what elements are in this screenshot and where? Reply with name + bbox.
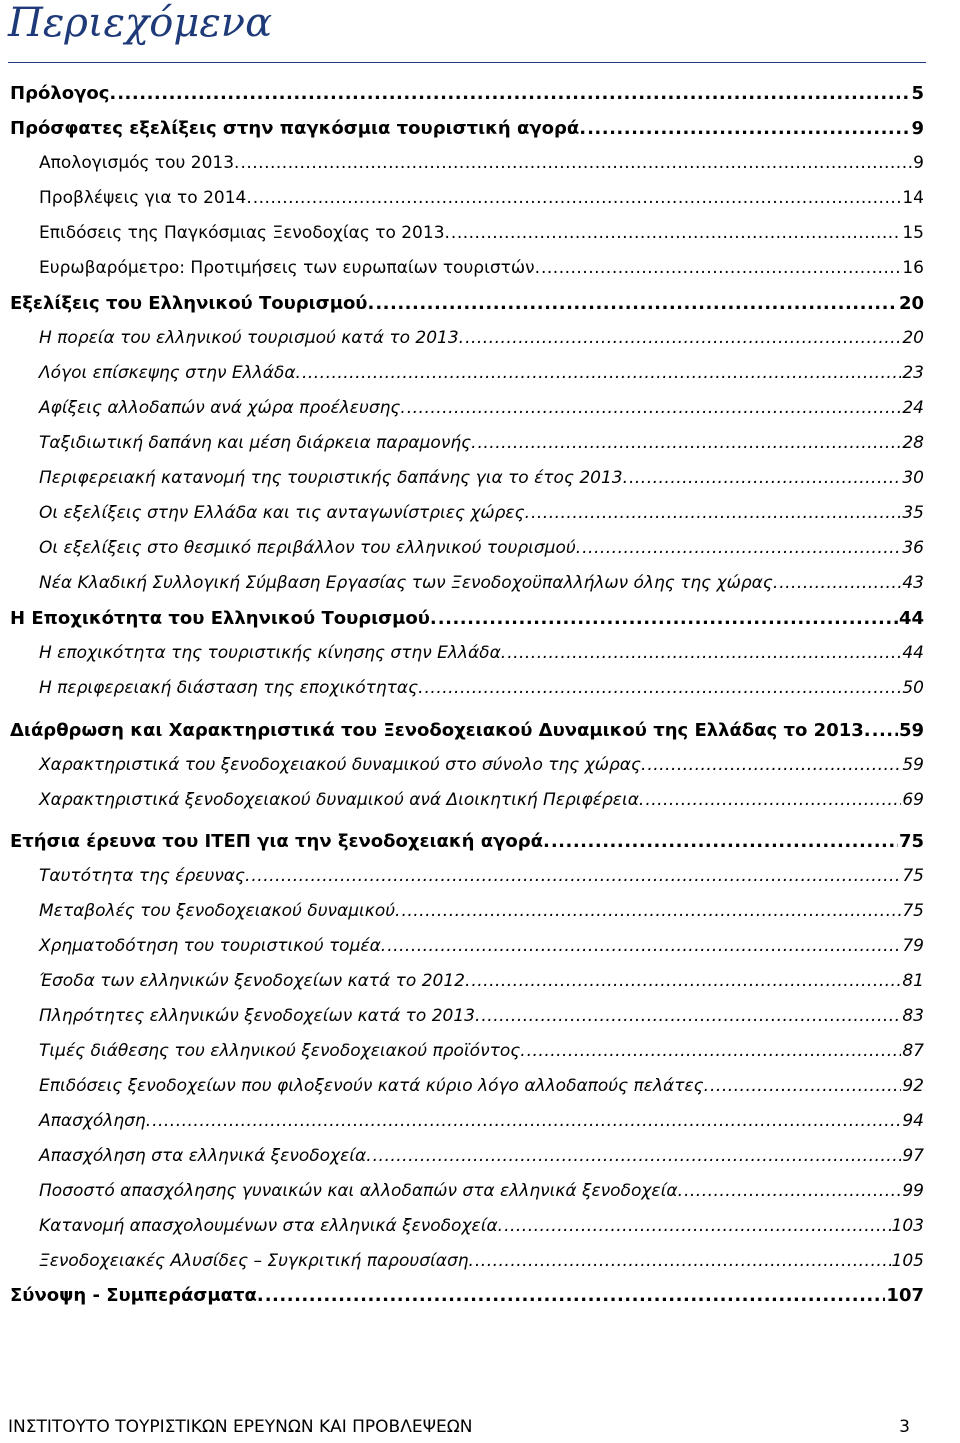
toc-dot-leader xyxy=(541,258,901,278)
toc-entry-page: 9 xyxy=(913,153,924,173)
toc-entry-page: 44 xyxy=(902,643,924,663)
toc-entry-page: 87 xyxy=(902,1041,924,1061)
toc-entry-page: 83 xyxy=(902,1006,924,1026)
toc-entry-title: Απολογισμός του 2013. xyxy=(39,153,240,173)
toc-entry-page: 94 xyxy=(902,1111,924,1131)
toc-entry[interactable] xyxy=(39,866,924,886)
toc-entry-page: 30 xyxy=(902,468,924,488)
toc-entry-page: 92 xyxy=(902,1076,924,1096)
toc-entry[interactable] xyxy=(39,1181,924,1201)
toc-entry[interactable] xyxy=(39,1076,924,1096)
toc-entry-page: 81 xyxy=(902,971,924,991)
toc-dot-leader xyxy=(684,1181,901,1201)
toc-dot-leader xyxy=(401,901,901,921)
toc-entry-title: Η πορεία του ελληνικού τουρισμού κατά το 2013. xyxy=(39,328,465,348)
toc-entry-page: 59 xyxy=(902,755,924,775)
toc-dot-leader xyxy=(872,720,898,741)
toc-entry-page: 75 xyxy=(902,866,924,886)
toc-entry[interactable] xyxy=(10,720,924,741)
toc-entry-title: Πληρότητες ελληνικών ξενοδοχείων κατά το 2013. xyxy=(39,1006,481,1026)
toc-dot-leader xyxy=(152,1111,901,1131)
toc-entry-title: Ευρωβαρόμετρο: Προτιμήσεις των ευρωπαίων τουριστών. xyxy=(39,258,540,278)
toc-entry-title: Ταυτότητα της έρευνας. xyxy=(39,866,251,886)
toc-entry-title: Διάρθρωση και Χαρακτηριστικά του Ξενοδοχειακού Δυναμικού της Ελλάδας το 2013. xyxy=(10,720,871,741)
toc-entry-title: Οι εξελίξεις στο θεσμικό περιβάλλον του ελληνικού τουρισμού. xyxy=(39,538,582,558)
toc-entry[interactable] xyxy=(39,468,924,488)
toc-dot-leader xyxy=(451,223,901,243)
toc-dot-leader xyxy=(438,608,898,629)
toc-entry-title: Η περιφερειακή διάσταση της εποχικότητας. xyxy=(39,678,424,698)
footer-organization: ΙΝΣΤΙΤΟΥΤΟ ΤΟΥΡΙΣΤΙΚΩΝ ΕΡΕΥΝΩΝ ΚΑΙ ΠΡΟΒΛΕΨΕΩΝ xyxy=(8,1417,473,1437)
toc-dot-leader xyxy=(240,153,912,173)
toc-entry[interactable] xyxy=(39,328,924,348)
toc-entry[interactable] xyxy=(39,1006,924,1026)
toc-entry-page: 75 xyxy=(902,901,924,921)
toc-dot-leader xyxy=(587,118,910,139)
page-footer xyxy=(8,1417,910,1437)
toc-entry-title: Απασχόληση. xyxy=(39,1111,152,1131)
toc-entry[interactable] xyxy=(39,643,924,663)
toc-entry-title: Προβλέψεις για το 2014. xyxy=(39,188,252,208)
toc-entry[interactable] xyxy=(10,118,924,139)
toc-entry-title: Απασχόληση στα ελληνικά ξενοδοχεία. xyxy=(39,1146,372,1166)
toc-entry[interactable] xyxy=(39,573,924,593)
toc-entry[interactable] xyxy=(39,1111,924,1131)
toc-entry-page: 79 xyxy=(902,936,924,956)
toc-dot-leader xyxy=(645,790,901,810)
toc-entry-title: Χαρακτηριστικά του ξενοδοχειακού δυναμικού στο σύνολο της χώρας. xyxy=(39,755,647,775)
toc-entry-title: Επιδόσεις της Παγκόσμιας Ξενοδοχίας το 2013. xyxy=(39,223,450,243)
toc-entry[interactable] xyxy=(39,503,924,523)
toc-entry-page: 15 xyxy=(902,223,924,243)
toc-entry-title: Πρόσφατες εξελίξεις στην παγκόσμια τουριστική αγορά. xyxy=(10,118,587,139)
toc-entry-page: 9 xyxy=(911,118,924,139)
toc-entry-title: Κατανομή απασχολουμένων στα ελληνικά ξενοδοχεία. xyxy=(39,1216,504,1236)
footer-page-number: 3 xyxy=(899,1417,910,1437)
toc-dot-leader xyxy=(302,363,901,383)
toc-entry-title: Οι εξελίξεις στην Ελλάδα και τις ανταγωνίστριες χώρες. xyxy=(39,503,530,523)
toc-dot-leader xyxy=(582,538,901,558)
toc-entry-title: Επιδόσεις ξενοδοχείων που φιλοξενούν κατά κύριο λόγο αλλοδαπούς πελάτες. xyxy=(39,1076,710,1096)
toc-dot-leader xyxy=(629,468,901,488)
toc-entry-title: Χρηματοδότηση του τουριστικού τομέα. xyxy=(39,936,387,956)
toc-dot-leader xyxy=(265,1285,886,1306)
toc-entry-page: 5 xyxy=(911,83,924,104)
toc-entry-page: 103 xyxy=(891,1216,924,1236)
toc-entry-page: 43 xyxy=(902,573,924,593)
toc-entry[interactable] xyxy=(10,831,924,852)
toc-dot-leader xyxy=(527,1041,902,1061)
toc-dot-leader xyxy=(465,328,901,348)
toc-entry[interactable] xyxy=(39,433,924,453)
toc-entry-title: Τιμές διάθεσης του ελληνικού ξενοδοχειακού προϊόντος. xyxy=(39,1041,526,1061)
toc-entry[interactable] xyxy=(39,1251,924,1271)
toc-dot-leader xyxy=(647,755,901,775)
toc-entry[interactable] xyxy=(39,901,924,921)
toc-entry-title: Νέα Κλαδική Συλλογική Σύμβαση Εργασίας των Ξενοδοχοϋπαλλήλων όλης της χώρας. xyxy=(39,573,779,593)
toc-entry[interactable] xyxy=(10,293,924,314)
toc-dot-leader xyxy=(407,398,902,418)
toc-entry[interactable] xyxy=(39,790,924,810)
toc-entry-page: 97 xyxy=(902,1146,924,1166)
toc-entry-page: 35 xyxy=(902,503,924,523)
toc-entry-title: Λόγοι επίσκεψης στην Ελλάδα. xyxy=(39,363,301,383)
toc-entry[interactable] xyxy=(39,1041,924,1061)
toc-entry-page: 16 xyxy=(902,258,924,278)
toc-dot-leader xyxy=(117,83,910,104)
toc-entry-title: Η Εποχικότητα του Ελληνικού Τουρισμού. xyxy=(10,608,437,629)
toc-entry-page: 28 xyxy=(902,433,924,453)
toc-entry[interactable] xyxy=(10,1285,924,1306)
toc-entry-page: 14 xyxy=(902,188,924,208)
toc-entry-page: 44 xyxy=(898,608,924,629)
toc-entry[interactable] xyxy=(39,223,924,243)
toc-entry[interactable] xyxy=(10,83,924,104)
toc-entry-page: 69 xyxy=(902,790,924,810)
toc-entry-title: Ποσοστό απασχόλησης γυναικών και αλλοδαπών στα ελληνικά ξενοδοχεία. xyxy=(39,1181,683,1201)
toc-dot-leader xyxy=(504,1216,890,1236)
toc-entry-title: Ξενοδοχειακές Αλυσίδες – Συγκριτική παρουσίαση. xyxy=(39,1251,474,1271)
toc-entry-page: 24 xyxy=(902,398,924,418)
toc-entry-title: Σύνοψη - Συμπεράσματα. xyxy=(10,1285,264,1306)
toc-entry-title: Έσοδα των ελληνικών ξενοδοχείων κατά το 2012. xyxy=(39,971,471,991)
toc-dot-leader xyxy=(551,831,898,852)
toc-dot-leader xyxy=(477,433,901,453)
toc-entry-title: Η εποχικότητα της τουριστικής κίνησης στην Ελλάδα. xyxy=(39,643,507,663)
title-underline xyxy=(8,62,926,63)
page-title: Περιεχόμενα xyxy=(8,0,273,46)
toc-entry[interactable] xyxy=(39,538,924,558)
toc-dot-leader xyxy=(779,573,901,593)
toc-dot-leader xyxy=(251,866,901,886)
toc-dot-leader xyxy=(481,1006,901,1026)
toc-entry-page: 59 xyxy=(898,720,924,741)
toc-entry-title: Εξελίξεις του Ελληνικού Τουρισμού. xyxy=(10,293,375,314)
toc-entry-page: 36 xyxy=(902,538,924,558)
toc-entry[interactable] xyxy=(39,1146,924,1166)
toc-dot-leader xyxy=(373,1146,902,1166)
toc-entry-page: 20 xyxy=(898,293,924,314)
toc-entry-page: 107 xyxy=(886,1285,924,1306)
toc-entry-title: Χαρακτηριστικά ξενοδοχειακού δυναμικού ανά Διοικητική Περιφέρεια. xyxy=(39,790,645,810)
toc-entry-title: Περιφερειακή κατανομή της τουριστικής δαπάνης για το έτος 2013. xyxy=(39,468,628,488)
toc-entry-page: 23 xyxy=(902,363,924,383)
toc-entry[interactable] xyxy=(39,755,924,775)
toc-dot-leader xyxy=(253,188,902,208)
toc-entry[interactable] xyxy=(39,971,924,991)
toc-entry-page: 99 xyxy=(902,1181,924,1201)
toc-dot-leader xyxy=(375,293,898,314)
toc-entry[interactable] xyxy=(39,1216,924,1236)
toc-entry[interactable] xyxy=(10,608,924,629)
toc-dot-leader xyxy=(475,1251,891,1271)
toc-dot-leader xyxy=(710,1076,901,1096)
toc-entry[interactable] xyxy=(39,258,924,278)
toc-entry-page: 105 xyxy=(891,1251,924,1271)
toc-dot-leader xyxy=(387,936,901,956)
toc-dot-leader xyxy=(425,678,902,698)
toc-entry-page: 50 xyxy=(902,678,924,698)
toc-entry-title: Πρόλογος. xyxy=(10,83,117,104)
toc-entry[interactable] xyxy=(39,363,924,383)
toc-entry[interactable] xyxy=(39,153,924,173)
toc-dot-leader xyxy=(531,503,901,523)
toc-entry[interactable] xyxy=(39,678,924,698)
toc-entry-page: 20 xyxy=(902,328,924,348)
toc-entry[interactable] xyxy=(39,188,924,208)
toc-dot-leader xyxy=(471,971,901,991)
toc-entry-title: Αφίξεις αλλοδαπών ανά χώρα προέλευσης. xyxy=(39,398,406,418)
toc-entry-title: Ετήσια έρευνα του ΙΤΕΠ για την ξενοδοχειακή αγορά. xyxy=(10,831,550,852)
toc-entry-title: Ταξιδιωτική δαπάνη και μέση διάρκεια παραμονής. xyxy=(39,433,477,453)
toc-dot-leader xyxy=(507,643,901,663)
toc-entry-title: Μεταβολές του ξενοδοχειακού δυναμικού. xyxy=(39,901,401,921)
toc-entry[interactable] xyxy=(39,398,924,418)
toc-entry[interactable] xyxy=(39,936,924,956)
toc-entry-page: 75 xyxy=(898,831,924,852)
